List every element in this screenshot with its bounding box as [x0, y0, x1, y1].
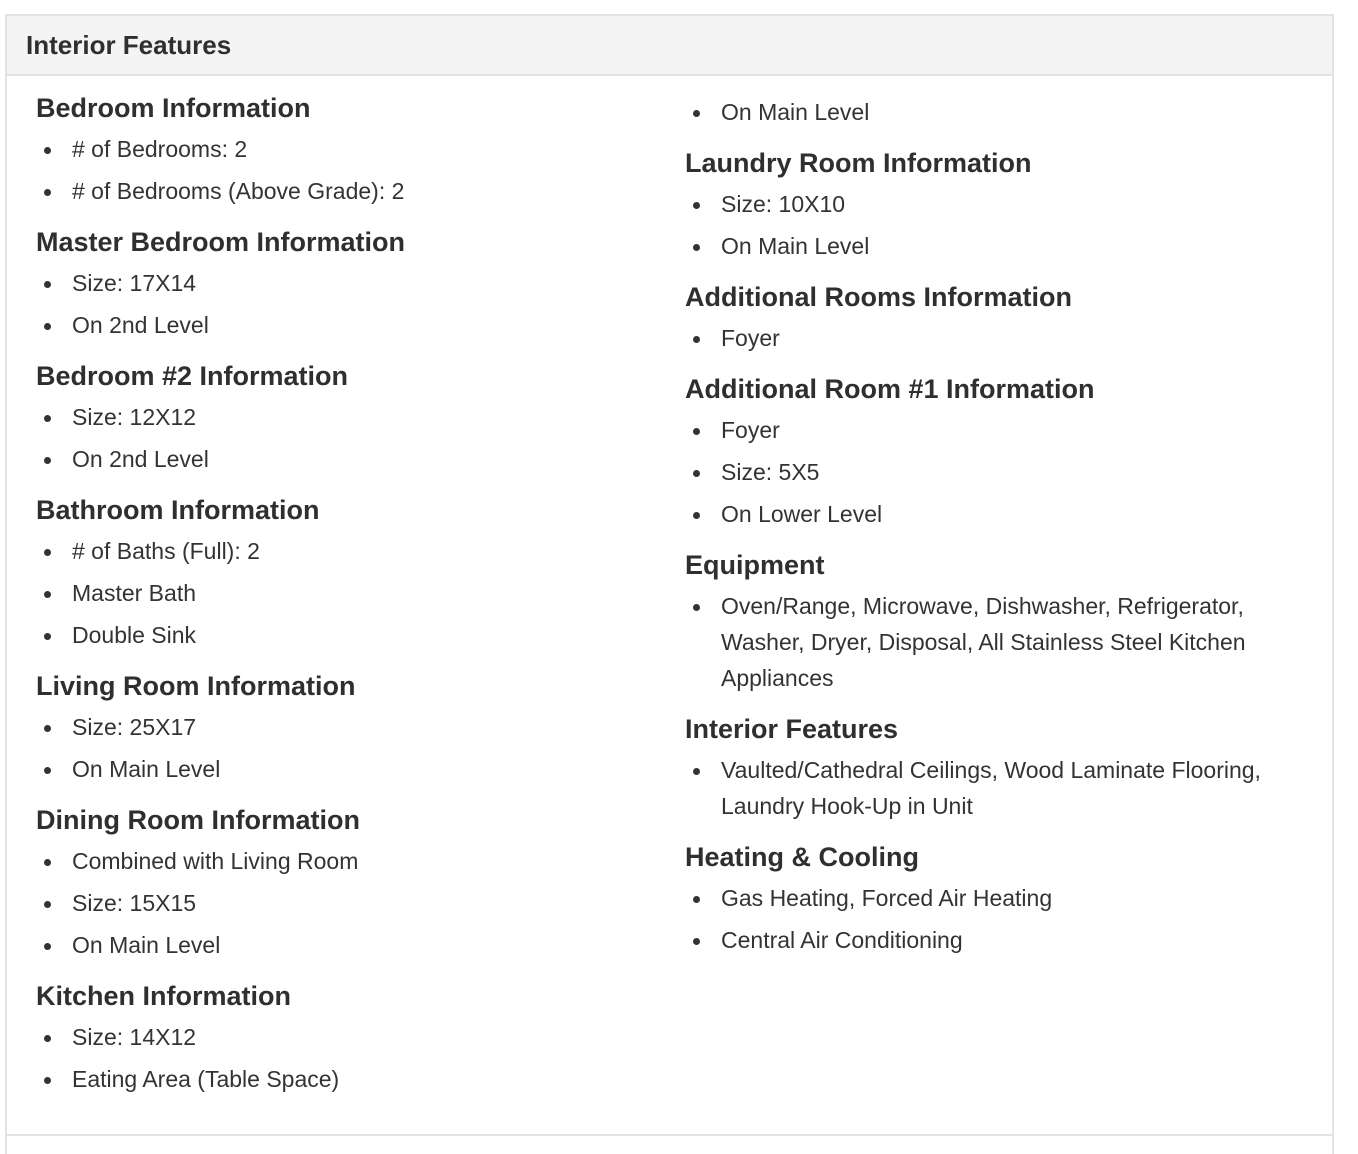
section-title: Kitchen Information	[36, 981, 291, 1011]
list-item-text: Double Sink	[72, 622, 197, 648]
bullet-icon	[44, 633, 51, 640]
bullet-icon	[44, 1077, 51, 1084]
bullet-icon	[44, 189, 51, 196]
list-item-text: On Main Level	[72, 756, 221, 782]
left-column	[36, 92, 656, 1100]
section-master-bedroom-information	[36, 212, 656, 346]
section-list	[685, 317, 1305, 359]
list-item	[36, 614, 652, 656]
section-interior-features	[685, 699, 1305, 827]
list-item	[36, 438, 652, 480]
bullet-icon	[693, 768, 700, 775]
list-item-text: Vaulted/Cathedral Ceilings, Wood Laminate Flooring, Laundry Hook-Up in Unit	[721, 757, 1261, 819]
bullet-icon	[44, 457, 51, 464]
interior-features-panel	[5, 14, 1334, 1154]
section-list	[36, 706, 656, 790]
section-list	[685, 585, 1305, 699]
list-item	[36, 882, 652, 924]
section-list	[36, 530, 656, 656]
list-item	[36, 396, 652, 438]
section-additional-room-1-information	[685, 359, 1305, 535]
list-item-text: Size: 10X10	[721, 191, 846, 217]
list-item	[36, 748, 652, 790]
list-item	[36, 262, 652, 304]
bullet-icon	[693, 428, 700, 435]
section-title: Bedroom Information	[36, 93, 311, 123]
list-item	[685, 183, 1291, 225]
list-item	[36, 304, 652, 346]
bullet-icon	[693, 512, 700, 519]
bullet-icon	[693, 604, 700, 611]
continued-list	[685, 91, 1305, 133]
bullet-icon	[693, 110, 700, 117]
list-item-text: Size: 5X5	[721, 459, 820, 485]
list-item-text: Size: 25X17	[72, 714, 197, 740]
bullet-icon	[44, 281, 51, 288]
section-title: Master Bedroom Information	[36, 227, 406, 257]
section-list	[36, 1016, 656, 1100]
list-item	[36, 170, 652, 212]
list-item-text: Size: 12X12	[72, 404, 197, 430]
list-item-text: On Main Level	[721, 233, 870, 259]
list-item-text: Combined with Living Room	[72, 848, 359, 874]
section-title: Dining Room Information	[36, 805, 360, 835]
list-item-text: Size: 14X12	[72, 1024, 197, 1050]
section-list	[36, 128, 656, 212]
section-equipment	[685, 535, 1305, 699]
section-laundry-room-information	[685, 133, 1305, 267]
section-title: Additional Rooms Information	[685, 282, 1072, 312]
list-item	[685, 91, 1291, 133]
bullet-icon	[44, 591, 51, 598]
panel-title: Interior Features	[26, 29, 232, 60]
section-living-room-information	[36, 656, 656, 790]
section-kitchen-information	[36, 966, 656, 1100]
bullet-icon	[693, 896, 700, 903]
list-item	[36, 128, 652, 170]
list-item-text: Eating Area (Table Space)	[72, 1066, 340, 1092]
bullet-icon	[44, 943, 51, 950]
section-bedroom-information	[36, 78, 656, 212]
list-item	[36, 1016, 652, 1058]
section-bedroom-2-information	[36, 346, 656, 480]
list-item	[36, 924, 652, 966]
section-dining-room-information	[36, 790, 656, 966]
list-item-text: # of Bedrooms: 2	[72, 136, 248, 162]
list-item-text: On 2nd Level	[72, 312, 209, 338]
section-list	[36, 396, 656, 480]
bullet-icon	[693, 202, 700, 209]
section-title: Laundry Room Information	[685, 148, 1032, 178]
section-title: Interior Features	[685, 714, 899, 744]
section-title: Bathroom Information	[36, 495, 320, 525]
section-list	[685, 749, 1305, 827]
section-title: Equipment	[685, 550, 825, 580]
list-item-text: On Main Level	[721, 99, 870, 125]
list-item	[685, 585, 1291, 699]
list-item-text: # of Baths (Full): 2	[72, 538, 260, 564]
bullet-icon	[693, 938, 700, 945]
list-item	[685, 451, 1291, 493]
section-list	[36, 840, 656, 966]
list-item	[36, 572, 652, 614]
list-item-text: # of Bedrooms (Above Grade): 2	[72, 178, 405, 204]
bullet-icon	[693, 244, 700, 251]
bullet-icon	[693, 336, 700, 343]
list-item	[685, 493, 1291, 535]
list-item-text: Foyer	[721, 417, 780, 443]
bullet-icon	[44, 323, 51, 330]
list-item	[685, 749, 1291, 827]
list-item-text: Gas Heating, Forced Air Heating	[721, 885, 1053, 911]
list-item	[685, 877, 1291, 919]
bullet-icon	[44, 1035, 51, 1042]
bullet-icon	[44, 767, 51, 774]
section-list	[685, 409, 1305, 535]
section-bathroom-information	[36, 480, 656, 656]
section-list	[685, 183, 1305, 267]
bullet-icon	[44, 415, 51, 422]
list-item-text: Size: 17X14	[72, 270, 197, 296]
list-item	[685, 919, 1291, 961]
section-title: Heating & Cooling	[685, 842, 919, 872]
list-item	[36, 840, 652, 882]
list-item-text: Central Air Conditioning	[721, 927, 963, 953]
list-item-text: Size: 15X15	[72, 890, 197, 916]
bullet-icon	[44, 901, 51, 908]
panel-header[interactable]	[7, 16, 1332, 76]
list-item-text: Oven/Range, Microwave, Dishwasher, Refrigerator, Washer, Dryer, Disposal, All Stainless Steel Kitchen Appliances	[721, 593, 1246, 691]
list-item	[36, 1058, 652, 1100]
list-item	[685, 409, 1291, 451]
list-item	[685, 317, 1291, 359]
bullet-icon	[44, 725, 51, 732]
list-item	[36, 706, 652, 748]
bullet-icon	[693, 470, 700, 477]
list-item-text: On 2nd Level	[72, 446, 209, 472]
section-title: Bedroom #2 Information	[36, 361, 349, 391]
list-item-text: On Lower Level	[721, 501, 883, 527]
right-column	[685, 92, 1305, 961]
bottom-divider	[7, 1134, 1332, 1136]
section-title: Additional Room #1 Information	[685, 374, 1095, 404]
section-list	[685, 877, 1305, 961]
section-list	[36, 262, 656, 346]
list-item	[36, 530, 652, 572]
list-item-text: On Main Level	[72, 932, 221, 958]
section-title: Living Room Information	[36, 671, 356, 701]
bullet-icon	[44, 859, 51, 866]
section-heating-cooling	[685, 827, 1305, 961]
bullet-icon	[44, 147, 51, 154]
list-item	[685, 225, 1291, 267]
section-additional-rooms-information	[685, 267, 1305, 359]
list-item-text: Foyer	[721, 325, 780, 351]
list-item-text: Master Bath	[72, 580, 196, 606]
bullet-icon	[44, 549, 51, 556]
